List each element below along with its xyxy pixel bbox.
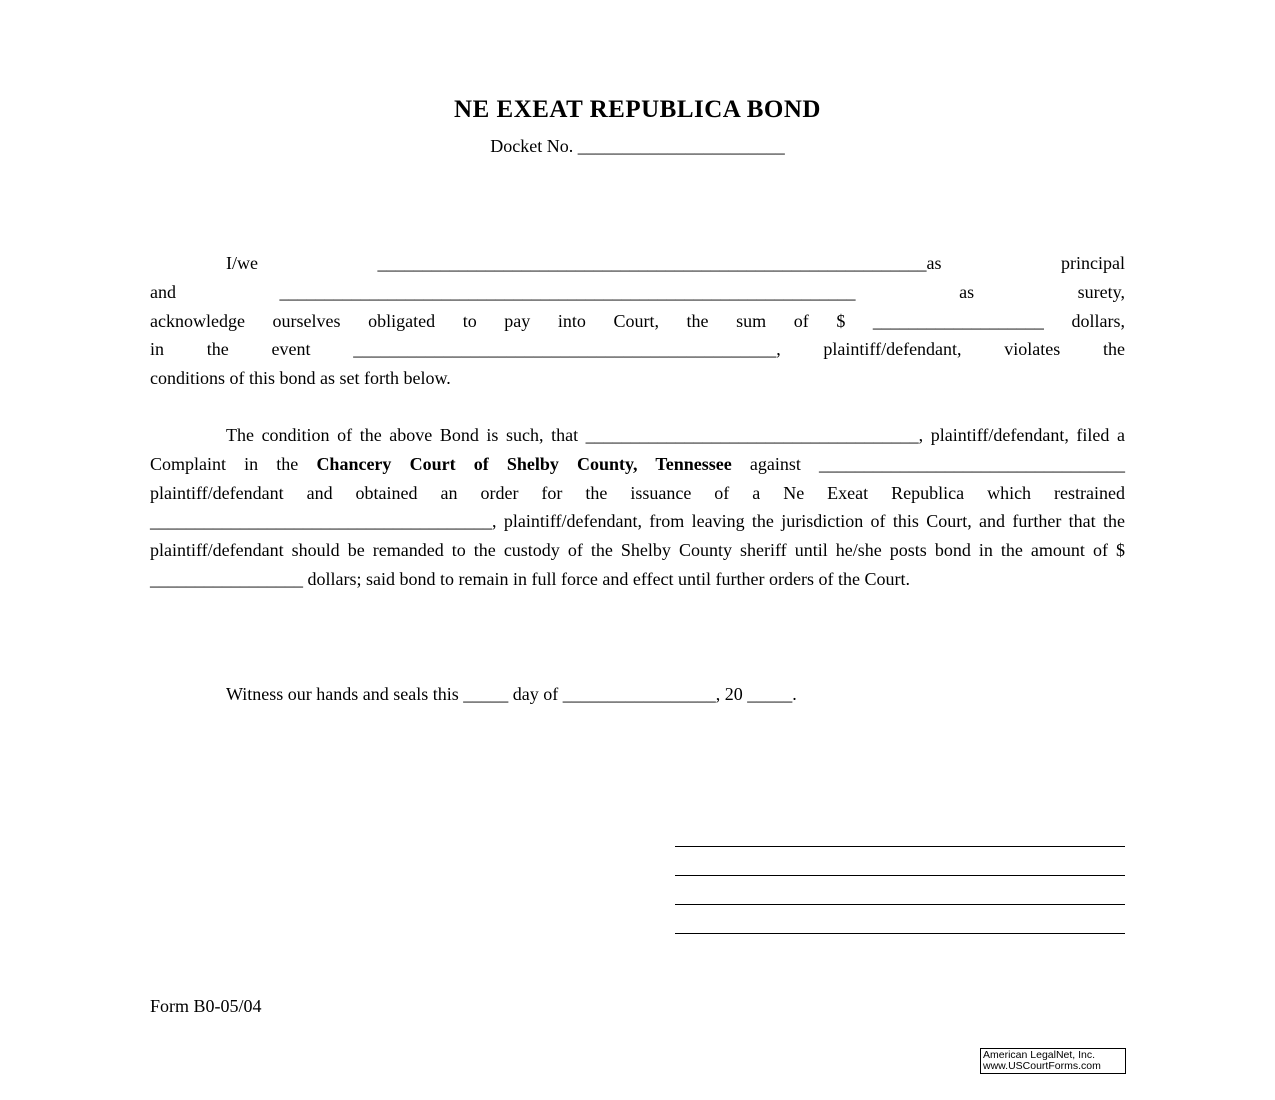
sum-label: acknowledge ourselves obligated to pay into Court, the sum of $ bbox=[150, 310, 873, 331]
publisher-name: American LegalNet, Inc. bbox=[983, 1049, 1096, 1061]
principal-suffix: as principal bbox=[926, 253, 1125, 273]
witness-paragraph bbox=[150, 680, 1125, 709]
force-text: dollars; said bond to remain in full force and effect until further orders of the Court. bbox=[303, 568, 910, 589]
against-text: against bbox=[731, 453, 819, 474]
condition-text bbox=[150, 421, 1125, 594]
publisher-stamp bbox=[980, 1048, 1126, 1074]
event-suffix: , plaintiff/defendant, violates the bbox=[776, 339, 1125, 360]
month-blank[interactable]: _________________ bbox=[562, 684, 716, 704]
document-title: NE EXEAT REPUBLICA BOND bbox=[454, 96, 821, 123]
signature-line-2[interactable] bbox=[675, 855, 1125, 884]
complainant-blank[interactable]: _____________________________________ bbox=[585, 425, 919, 445]
obligation-paragraph bbox=[150, 249, 1125, 393]
surety-blank[interactable]: ________________________________________________________________ bbox=[279, 281, 856, 302]
principal-blank[interactable]: _____________________________________________________________ bbox=[377, 253, 927, 273]
form-number: Form B0-05/04 bbox=[150, 996, 262, 1016]
bond-amount-blank[interactable]: _________________ bbox=[150, 568, 303, 589]
surety-line bbox=[150, 278, 1125, 307]
surety-label: and bbox=[150, 281, 280, 302]
signature-line-1[interactable] bbox=[675, 826, 1125, 855]
complaint-text: , plaintiff/defendant, filed a Complaint in the bbox=[150, 425, 1125, 474]
signature-block bbox=[675, 826, 1125, 942]
witness-period: . bbox=[792, 684, 797, 704]
sum-suffix: dollars, bbox=[1043, 310, 1126, 331]
event-label: in the event bbox=[150, 339, 354, 360]
conditions-line: conditions of this bond as set forth below. bbox=[150, 368, 451, 389]
principal-label: I/we bbox=[226, 253, 378, 273]
year-prefix: , 20 bbox=[715, 684, 748, 704]
condition-intro: The condition of the above Bond is such, that bbox=[226, 425, 586, 445]
court-name: Chancery Court of Shelby County, Tennessee bbox=[316, 453, 732, 474]
publisher-url: www.USCourtForms.com bbox=[983, 1060, 1101, 1072]
sum-line bbox=[150, 307, 1125, 336]
condition-paragraph bbox=[150, 421, 1125, 594]
restrained-blank[interactable]: ______________________________________ bbox=[150, 511, 492, 532]
witness-intro: Witness our hands and seals this bbox=[226, 684, 464, 704]
sum-blank[interactable]: ___________________ bbox=[872, 310, 1044, 331]
day-blank[interactable]: _____ bbox=[463, 684, 509, 704]
signature-line-3[interactable] bbox=[675, 884, 1125, 913]
event-line bbox=[150, 335, 1125, 364]
day-of-text: day of bbox=[508, 684, 563, 704]
witness-text bbox=[150, 680, 1125, 709]
principal-line bbox=[150, 249, 1125, 278]
surety-suffix: as surety, bbox=[855, 281, 1125, 302]
custody-text: , plaintiff/defendant, from leaving the jurisdiction of this Court, and further that the plaintiff/defendant should be remanded to the custody of the Shelby County sheriff until he/she posts bond in the amount of $ bbox=[150, 511, 1125, 561]
docket-number: Docket No. _______________________ bbox=[490, 136, 785, 156]
signature-line-4[interactable] bbox=[675, 913, 1125, 942]
defendant-blank[interactable]: __________________________________ bbox=[818, 453, 1125, 474]
year-blank[interactable]: _____ bbox=[747, 684, 793, 704]
order-text: plaintiff/defendant and obtained an order for the issuance of a Ne Exeat Republica which restrained bbox=[150, 482, 1125, 503]
event-blank[interactable]: _______________________________________________ bbox=[353, 339, 777, 360]
